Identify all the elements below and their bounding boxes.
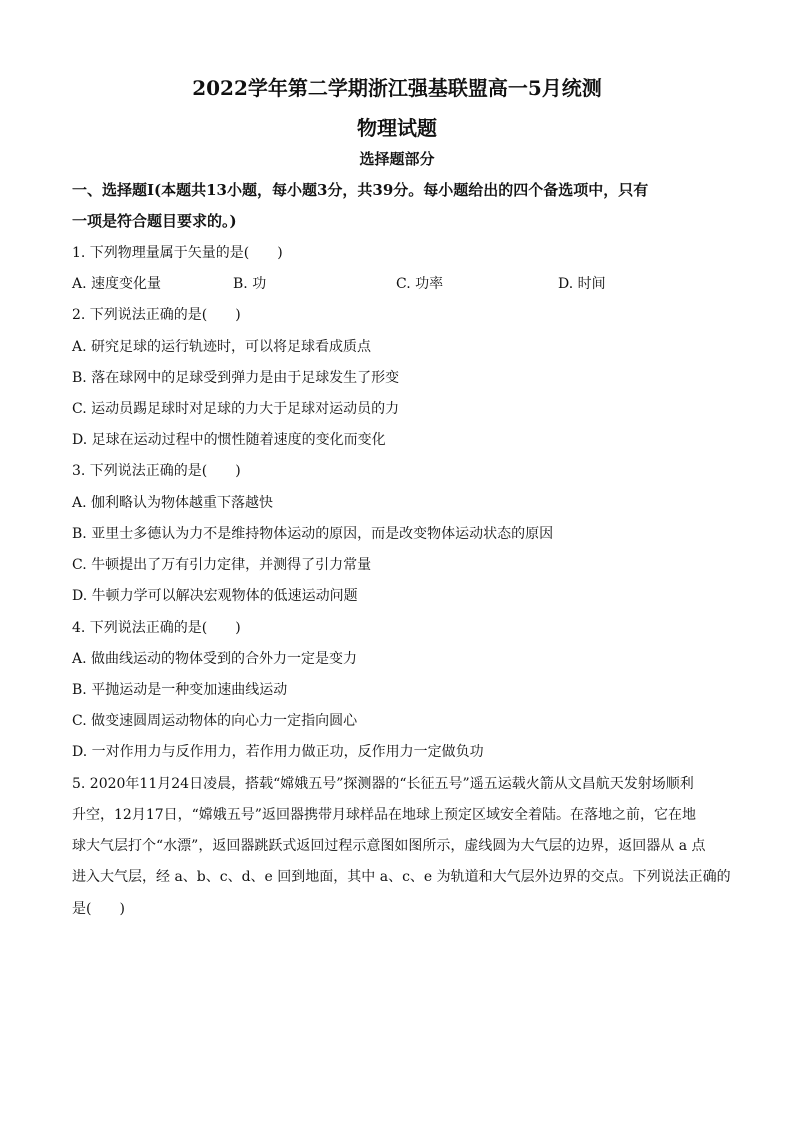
question-1-option-a: A. 速度变化量	[72, 276, 162, 292]
question-5-stem-line5: 是( )	[72, 901, 125, 917]
question-5-stem-line1: 5. 2020年11月24日凌晨，搭载“嫦娥五号”探测器的“长征五号”遥五运载火箭从文昌航天发射场顺利	[72, 776, 694, 792]
question-4-option-a: A. 做曲线运动的物体受到的合外力一定是变力	[72, 651, 358, 667]
question-3-stem: 3. 下列说法正确的是( )	[72, 463, 241, 479]
question-1-option-d: D. 时间	[558, 276, 606, 292]
section-instruction-line2: 一项是符合题目要求的。)	[72, 212, 237, 230]
question-3-option-b: B. 亚里士多德认为力不是维持物体运动的原因，而是改变物体运动状态的原因	[72, 526, 554, 542]
question-4-option-b: B. 平抛运动是一种变加速曲线运动	[72, 682, 288, 698]
question-1-option-c: C. 功率	[396, 276, 444, 292]
question-2-option-a: A. 研究足球的运行轨迹时，可以将足球看成质点	[72, 339, 372, 355]
question-1-stem: 1. 下列物理量属于矢量的是( )	[72, 245, 283, 261]
exam-title: 2022学年第二学期浙江强基联盟高一5月统测	[192, 76, 602, 100]
subject-title: 物理试题	[357, 116, 437, 140]
question-4-option-d: D. 一对作用力与反作用力，若作用力做正功，反作用力一定做负功	[72, 744, 484, 760]
question-3-option-d: D. 牛顿力学可以解决宏观物体的低速运动问题	[72, 588, 358, 604]
question-5-stem-line4: 进入大气层，经 a、b、c、d、e 回到地面，其中 a、c、e 为轨道和大气层外边界的交点。下列说法正确的	[72, 869, 731, 885]
question-1-option-b: B. 功	[233, 276, 267, 292]
question-5-stem-line3: 球大气层打个“水漂”，返回器跳跃式返回过程示意图如图所示，虚线圆为大气层的边界，返回器从 a 点	[72, 838, 706, 854]
question-5-stem-line2: 升空，12月17日，“嫦娥五号”返回器携带月球样品在地球上预定区域安全着陆。在落地之前，它在地	[72, 807, 696, 823]
section-title: 选择题部分	[359, 150, 435, 168]
question-2-option-c: C. 运动员踢足球时对足球的力大于足球对运动员的力	[72, 401, 400, 417]
section-instruction-line1: 一、选择题Ⅰ(本题共13小题，每小题3分，共39分。每小题给出的四个备选项中，只有	[72, 181, 649, 199]
question-2-option-b: B. 落在球网中的足球受到弹力是由于足球发生了形变	[72, 370, 400, 386]
question-2-option-d: D. 足球在运动过程中的惯性随着速度的变化而变化	[72, 432, 386, 448]
question-4-stem: 4. 下列说法正确的是( )	[72, 620, 241, 636]
question-3-option-c: C. 牛顿提出了万有引力定律，并测得了引力常量	[72, 557, 372, 573]
question-3-option-a: A. 伽利略认为物体越重下落越快	[72, 495, 274, 511]
question-2-stem: 2. 下列说法正确的是( )	[72, 307, 241, 323]
question-4-option-c: C. 做变速圆周运动物体的向心力一定指向圆心	[72, 713, 358, 729]
